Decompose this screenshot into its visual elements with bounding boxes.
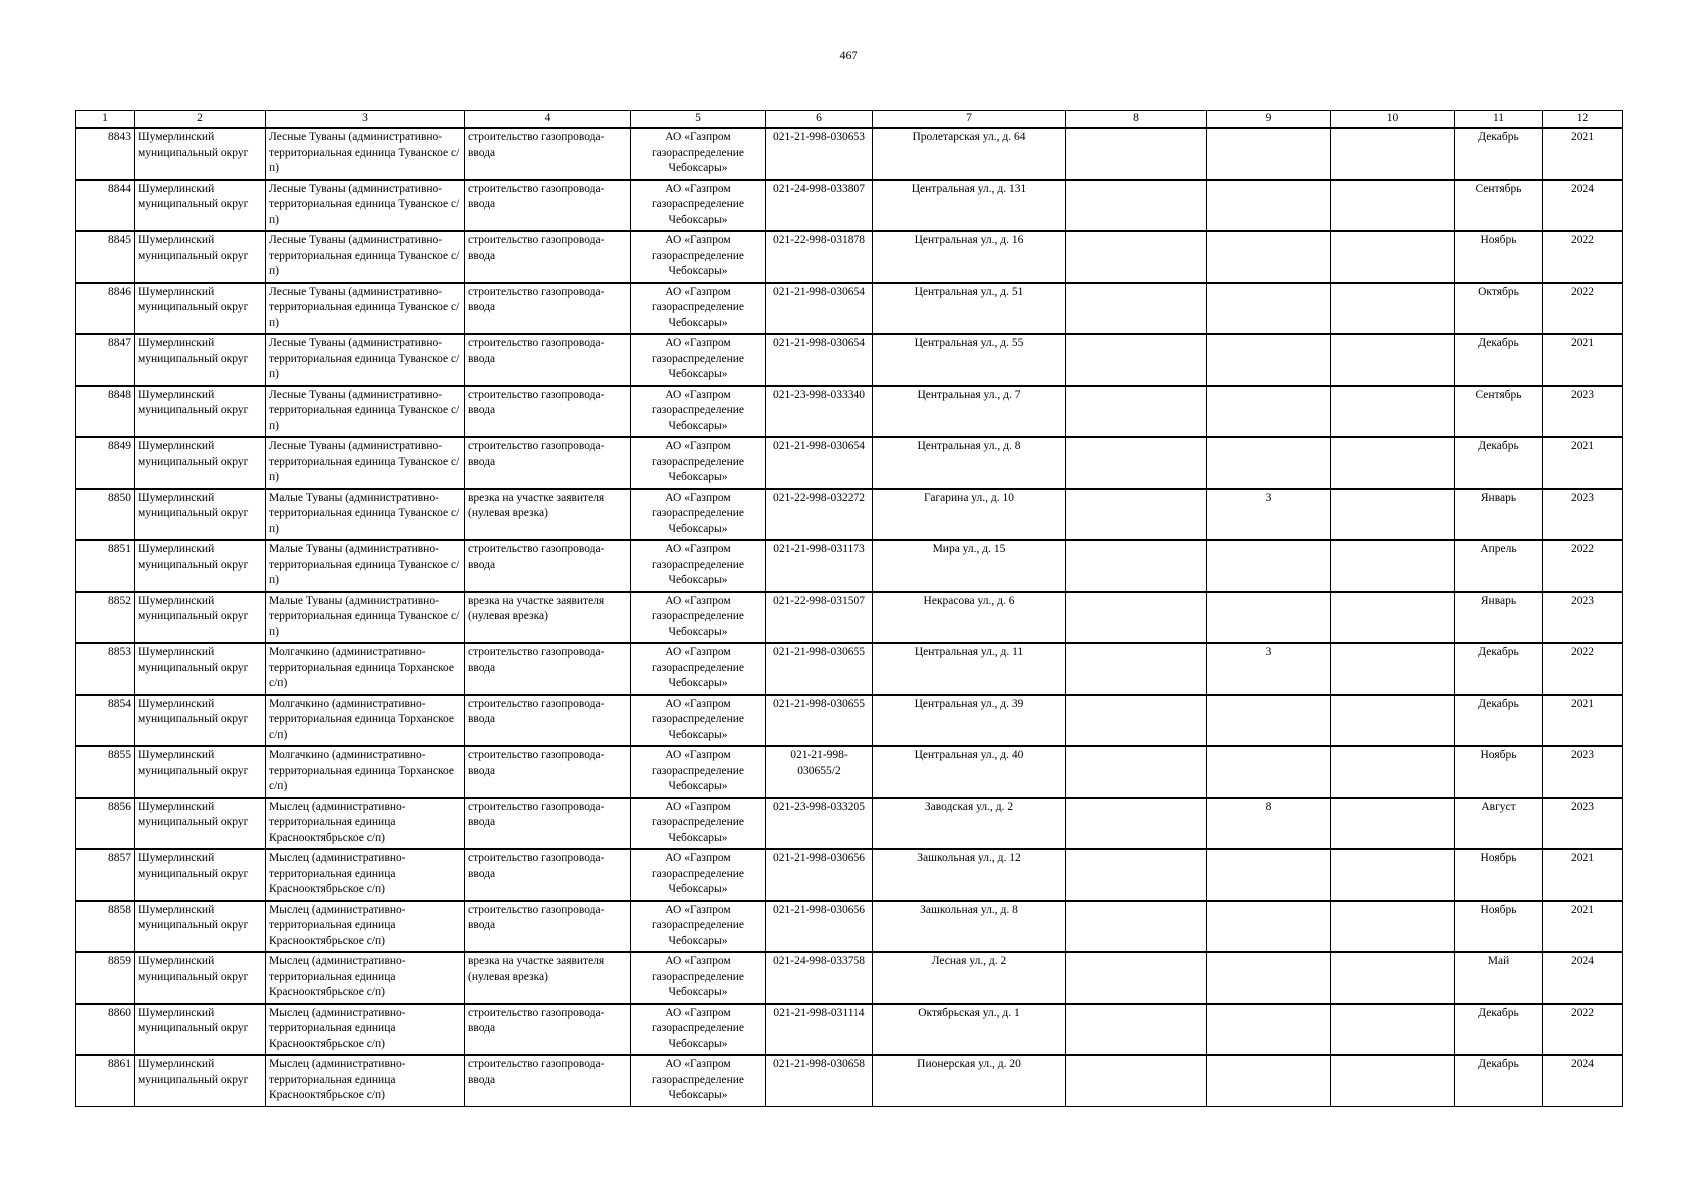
locality-cell: Мыслец (административно-территориальная единица Краснооктябрьское с/п) xyxy=(266,1004,465,1056)
work-type-cell: строительство газопровода-ввода xyxy=(465,695,631,747)
column-10-cell xyxy=(1331,952,1455,1004)
column-8-cell xyxy=(1066,798,1207,850)
code-cell: 021-21-998-030653 xyxy=(766,128,873,180)
organization-cell: АО «Газпром газораспределение Чебоксары» xyxy=(631,901,766,953)
district-cell: Шумерлинский муниципальный округ xyxy=(135,952,266,1004)
locality-cell: Молгачкино (административно-территориальная единица Торханское с/п) xyxy=(266,746,465,798)
row-number-cell: 8848 xyxy=(76,386,135,438)
locality-cell: Лесные Туваны (административно-территориальная единица Туванское с/п) xyxy=(266,231,465,283)
table-row xyxy=(76,128,1623,180)
district-cell: Шумерлинский муниципальный округ xyxy=(135,798,266,850)
row-number-cell: 8855 xyxy=(76,746,135,798)
column-9-cell: 3 xyxy=(1207,489,1331,541)
column-10-cell xyxy=(1331,695,1455,747)
column-8-cell xyxy=(1066,643,1207,695)
row-number-cell: 8856 xyxy=(76,798,135,850)
year-cell: 2024 xyxy=(1543,952,1623,1004)
month-cell: Ноябрь xyxy=(1455,231,1543,283)
column-header: 2 xyxy=(135,111,266,129)
address-cell: Заводская ул., д. 2 xyxy=(873,798,1066,850)
row-number-cell: 8861 xyxy=(76,1055,135,1106)
column-10-cell xyxy=(1331,334,1455,386)
row-number-cell: 8852 xyxy=(76,592,135,644)
month-cell: Ноябрь xyxy=(1455,746,1543,798)
code-cell: 021-21-998-030656 xyxy=(766,901,873,953)
column-header: 12 xyxy=(1543,111,1623,129)
year-cell: 2021 xyxy=(1543,334,1623,386)
month-cell: Апрель xyxy=(1455,540,1543,592)
column-9-cell xyxy=(1207,592,1331,644)
table-row xyxy=(76,540,1623,592)
column-10-cell xyxy=(1331,592,1455,644)
column-8-cell xyxy=(1066,386,1207,438)
locality-cell: Малые Туваны (административно-территориальная единица Туванское с/п) xyxy=(266,489,465,541)
district-cell: Шумерлинский муниципальный округ xyxy=(135,746,266,798)
work-type-cell: строительство газопровода-ввода xyxy=(465,746,631,798)
address-cell: Гагарина ул., д. 10 xyxy=(873,489,1066,541)
locality-cell: Малые Туваны (административно-территориальная единица Туванское с/п) xyxy=(266,592,465,644)
year-cell: 2023 xyxy=(1543,592,1623,644)
address-cell: Центральная ул., д. 16 xyxy=(873,231,1066,283)
district-cell: Шумерлинский муниципальный округ xyxy=(135,386,266,438)
column-9-cell xyxy=(1207,180,1331,232)
address-cell: Лесная ул., д. 2 xyxy=(873,952,1066,1004)
address-cell: Октябрьская ул., д. 1 xyxy=(873,1004,1066,1056)
work-type-cell: строительство газопровода-ввода xyxy=(465,798,631,850)
code-cell: 021-21-998-031173 xyxy=(766,540,873,592)
year-cell: 2023 xyxy=(1543,746,1623,798)
column-header: 7 xyxy=(873,111,1066,129)
year-cell: 2022 xyxy=(1543,283,1623,335)
column-10-cell xyxy=(1331,1004,1455,1056)
column-header: 8 xyxy=(1066,111,1207,129)
row-number-cell: 8851 xyxy=(76,540,135,592)
year-cell: 2022 xyxy=(1543,643,1623,695)
year-cell: 2022 xyxy=(1543,231,1623,283)
work-type-cell: строительство газопровода-ввода xyxy=(465,283,631,335)
work-type-cell: врезка на участке заявителя (нулевая врезка) xyxy=(465,952,631,1004)
column-10-cell xyxy=(1331,489,1455,541)
address-cell: Центральная ул., д. 51 xyxy=(873,283,1066,335)
address-cell: Пролетарская ул., д. 64 xyxy=(873,128,1066,180)
column-9-cell xyxy=(1207,334,1331,386)
registry-table xyxy=(75,110,1623,1107)
row-number-cell: 8850 xyxy=(76,489,135,541)
column-8-cell xyxy=(1066,128,1207,180)
column-10-cell xyxy=(1331,849,1455,901)
table-row xyxy=(76,1004,1623,1056)
work-type-cell: строительство газопровода-ввода xyxy=(465,231,631,283)
district-cell: Шумерлинский муниципальный округ xyxy=(135,489,266,541)
work-type-cell: строительство газопровода-ввода xyxy=(465,128,631,180)
work-type-cell: строительство газопровода-ввода xyxy=(465,849,631,901)
month-cell: Декабрь xyxy=(1455,1055,1543,1106)
district-cell: Шумерлинский муниципальный округ xyxy=(135,283,266,335)
address-cell: Центральная ул., д. 8 xyxy=(873,437,1066,489)
work-type-cell: строительство газопровода-ввода xyxy=(465,334,631,386)
organization-cell: АО «Газпром газораспределение Чебоксары» xyxy=(631,283,766,335)
column-10-cell xyxy=(1331,798,1455,850)
year-cell: 2024 xyxy=(1543,1055,1623,1106)
month-cell: Май xyxy=(1455,952,1543,1004)
table-row xyxy=(76,283,1623,335)
column-10-cell xyxy=(1331,128,1455,180)
address-cell: Центральная ул., д. 7 xyxy=(873,386,1066,438)
year-cell: 2021 xyxy=(1543,849,1623,901)
work-type-cell: строительство газопровода-ввода xyxy=(465,540,631,592)
district-cell: Шумерлинский муниципальный округ xyxy=(135,180,266,232)
month-cell: Декабрь xyxy=(1455,128,1543,180)
row-number-cell: 8845 xyxy=(76,231,135,283)
year-cell: 2021 xyxy=(1543,695,1623,747)
organization-cell: АО «Газпром газораспределение Чебоксары» xyxy=(631,952,766,1004)
address-cell: Пионерская ул., д. 20 xyxy=(873,1055,1066,1106)
row-number-cell: 8859 xyxy=(76,952,135,1004)
column-10-cell xyxy=(1331,180,1455,232)
month-cell: Декабрь xyxy=(1455,1004,1543,1056)
district-cell: Шумерлинский муниципальный округ xyxy=(135,540,266,592)
column-9-cell xyxy=(1207,695,1331,747)
address-cell: Центральная ул., д. 55 xyxy=(873,334,1066,386)
table-row xyxy=(76,746,1623,798)
code-cell: 021-21-998-030654 xyxy=(766,283,873,335)
month-cell: Декабрь xyxy=(1455,643,1543,695)
table-row xyxy=(76,952,1623,1004)
locality-cell: Лесные Туваны (административно-территориальная единица Туванское с/п) xyxy=(266,180,465,232)
code-cell: 021-21-998-031114 xyxy=(766,1004,873,1056)
table-row xyxy=(76,437,1623,489)
organization-cell: АО «Газпром газораспределение Чебоксары» xyxy=(631,592,766,644)
locality-cell: Молгачкино (административно-территориальная единица Торханское с/п) xyxy=(266,643,465,695)
year-cell: 2022 xyxy=(1543,540,1623,592)
column-9-cell xyxy=(1207,1055,1331,1106)
locality-cell: Лесные Туваны (административно-территориальная единица Туванское с/п) xyxy=(266,386,465,438)
organization-cell: АО «Газпром газораспределение Чебоксары» xyxy=(631,180,766,232)
table-row xyxy=(76,901,1623,953)
column-10-cell xyxy=(1331,283,1455,335)
month-cell: Август xyxy=(1455,798,1543,850)
row-number-cell: 8844 xyxy=(76,180,135,232)
row-number-cell: 8854 xyxy=(76,695,135,747)
column-9-cell xyxy=(1207,437,1331,489)
address-cell: Центральная ул., д. 131 xyxy=(873,180,1066,232)
header-row xyxy=(76,111,1623,129)
code-cell: 021-24-998-033807 xyxy=(766,180,873,232)
district-cell: Шумерлинский муниципальный округ xyxy=(135,643,266,695)
column-8-cell xyxy=(1066,489,1207,541)
locality-cell: Лесные Туваны (административно-территориальная единица Туванское с/п) xyxy=(266,437,465,489)
locality-cell: Мыслец (административно-территориальная единица Краснооктябрьское с/п) xyxy=(266,798,465,850)
code-cell: 021-21-998-030655 xyxy=(766,643,873,695)
column-8-cell xyxy=(1066,283,1207,335)
column-8-cell xyxy=(1066,334,1207,386)
address-cell: Центральная ул., д. 11 xyxy=(873,643,1066,695)
district-cell: Шумерлинский муниципальный округ xyxy=(135,1055,266,1106)
code-cell: 021-21-998-030654 xyxy=(766,437,873,489)
code-cell: 021-22-998-031878 xyxy=(766,231,873,283)
organization-cell: АО «Газпром газораспределение Чебоксары» xyxy=(631,798,766,850)
year-cell: 2024 xyxy=(1543,180,1623,232)
district-cell: Шумерлинский муниципальный округ xyxy=(135,1004,266,1056)
locality-cell: Мыслец (административно-территориальная единица Краснооктябрьское с/п) xyxy=(266,1055,465,1106)
column-9-cell xyxy=(1207,1004,1331,1056)
page-number: 467 xyxy=(839,48,858,62)
column-10-cell xyxy=(1331,437,1455,489)
table-row xyxy=(76,643,1623,695)
table-body xyxy=(76,128,1623,1106)
code-cell: 021-23-998-033205 xyxy=(766,798,873,850)
row-number-cell: 8847 xyxy=(76,334,135,386)
table-row xyxy=(76,180,1623,232)
column-header: 11 xyxy=(1455,111,1543,129)
organization-cell: АО «Газпром газораспределение Чебоксары» xyxy=(631,695,766,747)
work-type-cell: строительство газопровода-ввода xyxy=(465,386,631,438)
column-header: 10 xyxy=(1331,111,1455,129)
column-header: 9 xyxy=(1207,111,1331,129)
district-cell: Шумерлинский муниципальный округ xyxy=(135,334,266,386)
organization-cell: АО «Газпром газораспределение Чебоксары» xyxy=(631,334,766,386)
work-type-cell: врезка на участке заявителя (нулевая врезка) xyxy=(465,592,631,644)
code-cell: 021-21-998-030654 xyxy=(766,334,873,386)
month-cell: Ноябрь xyxy=(1455,901,1543,953)
column-8-cell xyxy=(1066,952,1207,1004)
year-cell: 2021 xyxy=(1543,128,1623,180)
year-cell: 2023 xyxy=(1543,798,1623,850)
address-cell: Зашкольная ул., д. 8 xyxy=(873,901,1066,953)
column-8-cell xyxy=(1066,849,1207,901)
row-number-cell: 8857 xyxy=(76,849,135,901)
table-row xyxy=(76,798,1623,850)
year-cell: 2023 xyxy=(1543,386,1623,438)
address-cell: Мира ул., д. 15 xyxy=(873,540,1066,592)
month-cell: Сентябрь xyxy=(1455,386,1543,438)
column-header: 6 xyxy=(766,111,873,129)
column-9-cell xyxy=(1207,283,1331,335)
code-cell: 021-22-998-031507 xyxy=(766,592,873,644)
row-number-cell: 8853 xyxy=(76,643,135,695)
year-cell: 2023 xyxy=(1543,489,1623,541)
column-9-cell xyxy=(1207,231,1331,283)
district-cell: Шумерлинский муниципальный округ xyxy=(135,901,266,953)
year-cell: 2021 xyxy=(1543,437,1623,489)
locality-cell: Малые Туваны (административно-территориальная единица Туванское с/п) xyxy=(266,540,465,592)
work-type-cell: строительство газопровода-ввода xyxy=(465,1004,631,1056)
column-10-cell xyxy=(1331,540,1455,592)
column-9-cell xyxy=(1207,901,1331,953)
column-10-cell xyxy=(1331,1055,1455,1106)
column-8-cell xyxy=(1066,592,1207,644)
district-cell: Шумерлинский муниципальный округ xyxy=(135,849,266,901)
row-number-cell: 8849 xyxy=(76,437,135,489)
column-9-cell: 3 xyxy=(1207,643,1331,695)
month-cell: Декабрь xyxy=(1455,437,1543,489)
district-cell: Шумерлинский муниципальный округ xyxy=(135,128,266,180)
table-row xyxy=(76,695,1623,747)
month-cell: Ноябрь xyxy=(1455,849,1543,901)
column-8-cell xyxy=(1066,437,1207,489)
organization-cell: АО «Газпром газораспределение Чебоксары» xyxy=(631,643,766,695)
organization-cell: АО «Газпром газораспределение Чебоксары» xyxy=(631,386,766,438)
month-cell: Декабрь xyxy=(1455,695,1543,747)
table-row xyxy=(76,231,1623,283)
column-8-cell xyxy=(1066,1055,1207,1106)
column-8-cell xyxy=(1066,540,1207,592)
row-number-cell: 8843 xyxy=(76,128,135,180)
district-cell: Шумерлинский муниципальный округ xyxy=(135,437,266,489)
address-cell: Центральная ул., д. 39 xyxy=(873,695,1066,747)
column-9-cell xyxy=(1207,952,1331,1004)
organization-cell: АО «Газпром газораспределение Чебоксары» xyxy=(631,746,766,798)
work-type-cell: строительство газопровода-ввода xyxy=(465,437,631,489)
column-8-cell xyxy=(1066,1004,1207,1056)
row-number-cell: 8860 xyxy=(76,1004,135,1056)
locality-cell: Мыслец (административно-территориальная единица Краснооктябрьское с/п) xyxy=(266,901,465,953)
work-type-cell: врезка на участке заявителя (нулевая врезка) xyxy=(465,489,631,541)
column-header: 5 xyxy=(631,111,766,129)
column-10-cell xyxy=(1331,643,1455,695)
code-cell: 021-22-998-032272 xyxy=(766,489,873,541)
month-cell: Октябрь xyxy=(1455,283,1543,335)
table-row xyxy=(76,849,1623,901)
column-9-cell xyxy=(1207,128,1331,180)
column-header: 1 xyxy=(76,111,135,129)
district-cell: Шумерлинский муниципальный округ xyxy=(135,231,266,283)
organization-cell: АО «Газпром газораспределение Чебоксары» xyxy=(631,437,766,489)
code-cell: 021-24-998-033758 xyxy=(766,952,873,1004)
organization-cell: АО «Газпром газораспределение Чебоксары» xyxy=(631,849,766,901)
column-9-cell xyxy=(1207,540,1331,592)
organization-cell: АО «Газпром газораспределение Чебоксары» xyxy=(631,128,766,180)
month-cell: Январь xyxy=(1455,592,1543,644)
column-10-cell xyxy=(1331,231,1455,283)
address-cell: Центральная ул., д. 40 xyxy=(873,746,1066,798)
table-row xyxy=(76,592,1623,644)
organization-cell: АО «Газпром газораспределение Чебоксары» xyxy=(631,1055,766,1106)
column-10-cell xyxy=(1331,746,1455,798)
column-9-cell: 8 xyxy=(1207,798,1331,850)
address-cell: Зашкольная ул., д. 12 xyxy=(873,849,1066,901)
code-cell: 021-21-998-030658 xyxy=(766,1055,873,1106)
year-cell: 2022 xyxy=(1543,1004,1623,1056)
work-type-cell: строительство газопровода-ввода xyxy=(465,643,631,695)
column-9-cell xyxy=(1207,746,1331,798)
address-cell: Некрасова ул., д. 6 xyxy=(873,592,1066,644)
month-cell: Сентябрь xyxy=(1455,180,1543,232)
column-8-cell xyxy=(1066,695,1207,747)
work-type-cell: строительство газопровода-ввода xyxy=(465,1055,631,1106)
organization-cell: АО «Газпром газораспределение Чебоксары» xyxy=(631,231,766,283)
code-cell: 021-23-998-033340 xyxy=(766,386,873,438)
column-9-cell xyxy=(1207,849,1331,901)
row-number-cell: 8846 xyxy=(76,283,135,335)
district-cell: Шумерлинский муниципальный округ xyxy=(135,695,266,747)
table-row xyxy=(76,1055,1623,1106)
column-header: 3 xyxy=(266,111,465,129)
row-number-cell: 8858 xyxy=(76,901,135,953)
code-cell: 021-21-998-030655/2 xyxy=(766,746,873,798)
column-header: 4 xyxy=(465,111,631,129)
organization-cell: АО «Газпром газораспределение Чебоксары» xyxy=(631,1004,766,1056)
locality-cell: Лесные Туваны (административно-территориальная единица Туванское с/п) xyxy=(266,334,465,386)
locality-cell: Мыслец (административно-территориальная единица Краснооктябрьское с/п) xyxy=(266,849,465,901)
column-8-cell xyxy=(1066,746,1207,798)
locality-cell: Молгачкино (административно-территориальная единица Торханское с/п) xyxy=(266,695,465,747)
column-8-cell xyxy=(1066,180,1207,232)
code-cell: 021-21-998-030655 xyxy=(766,695,873,747)
organization-cell: АО «Газпром газораспределение Чебоксары» xyxy=(631,489,766,541)
locality-cell: Лесные Туваны (административно-территориальная единица Туванское с/п) xyxy=(266,128,465,180)
table-row xyxy=(76,489,1623,541)
work-type-cell: строительство газопровода-ввода xyxy=(465,901,631,953)
table-row xyxy=(76,334,1623,386)
locality-cell: Лесные Туваны (административно-территориальная единица Туванское с/п) xyxy=(266,283,465,335)
district-cell: Шумерлинский муниципальный округ xyxy=(135,592,266,644)
column-10-cell xyxy=(1331,386,1455,438)
organization-cell: АО «Газпром газораспределение Чебоксары» xyxy=(631,540,766,592)
month-cell: Декабрь xyxy=(1455,334,1543,386)
work-type-cell: строительство газопровода-ввода xyxy=(465,180,631,232)
table-row xyxy=(76,386,1623,438)
column-9-cell xyxy=(1207,386,1331,438)
column-10-cell xyxy=(1331,901,1455,953)
year-cell: 2021 xyxy=(1543,901,1623,953)
column-8-cell xyxy=(1066,901,1207,953)
month-cell: Январь xyxy=(1455,489,1543,541)
column-8-cell xyxy=(1066,231,1207,283)
locality-cell: Мыслец (административно-территориальная единица Краснооктябрьское с/п) xyxy=(266,952,465,1004)
code-cell: 021-21-998-030656 xyxy=(766,849,873,901)
